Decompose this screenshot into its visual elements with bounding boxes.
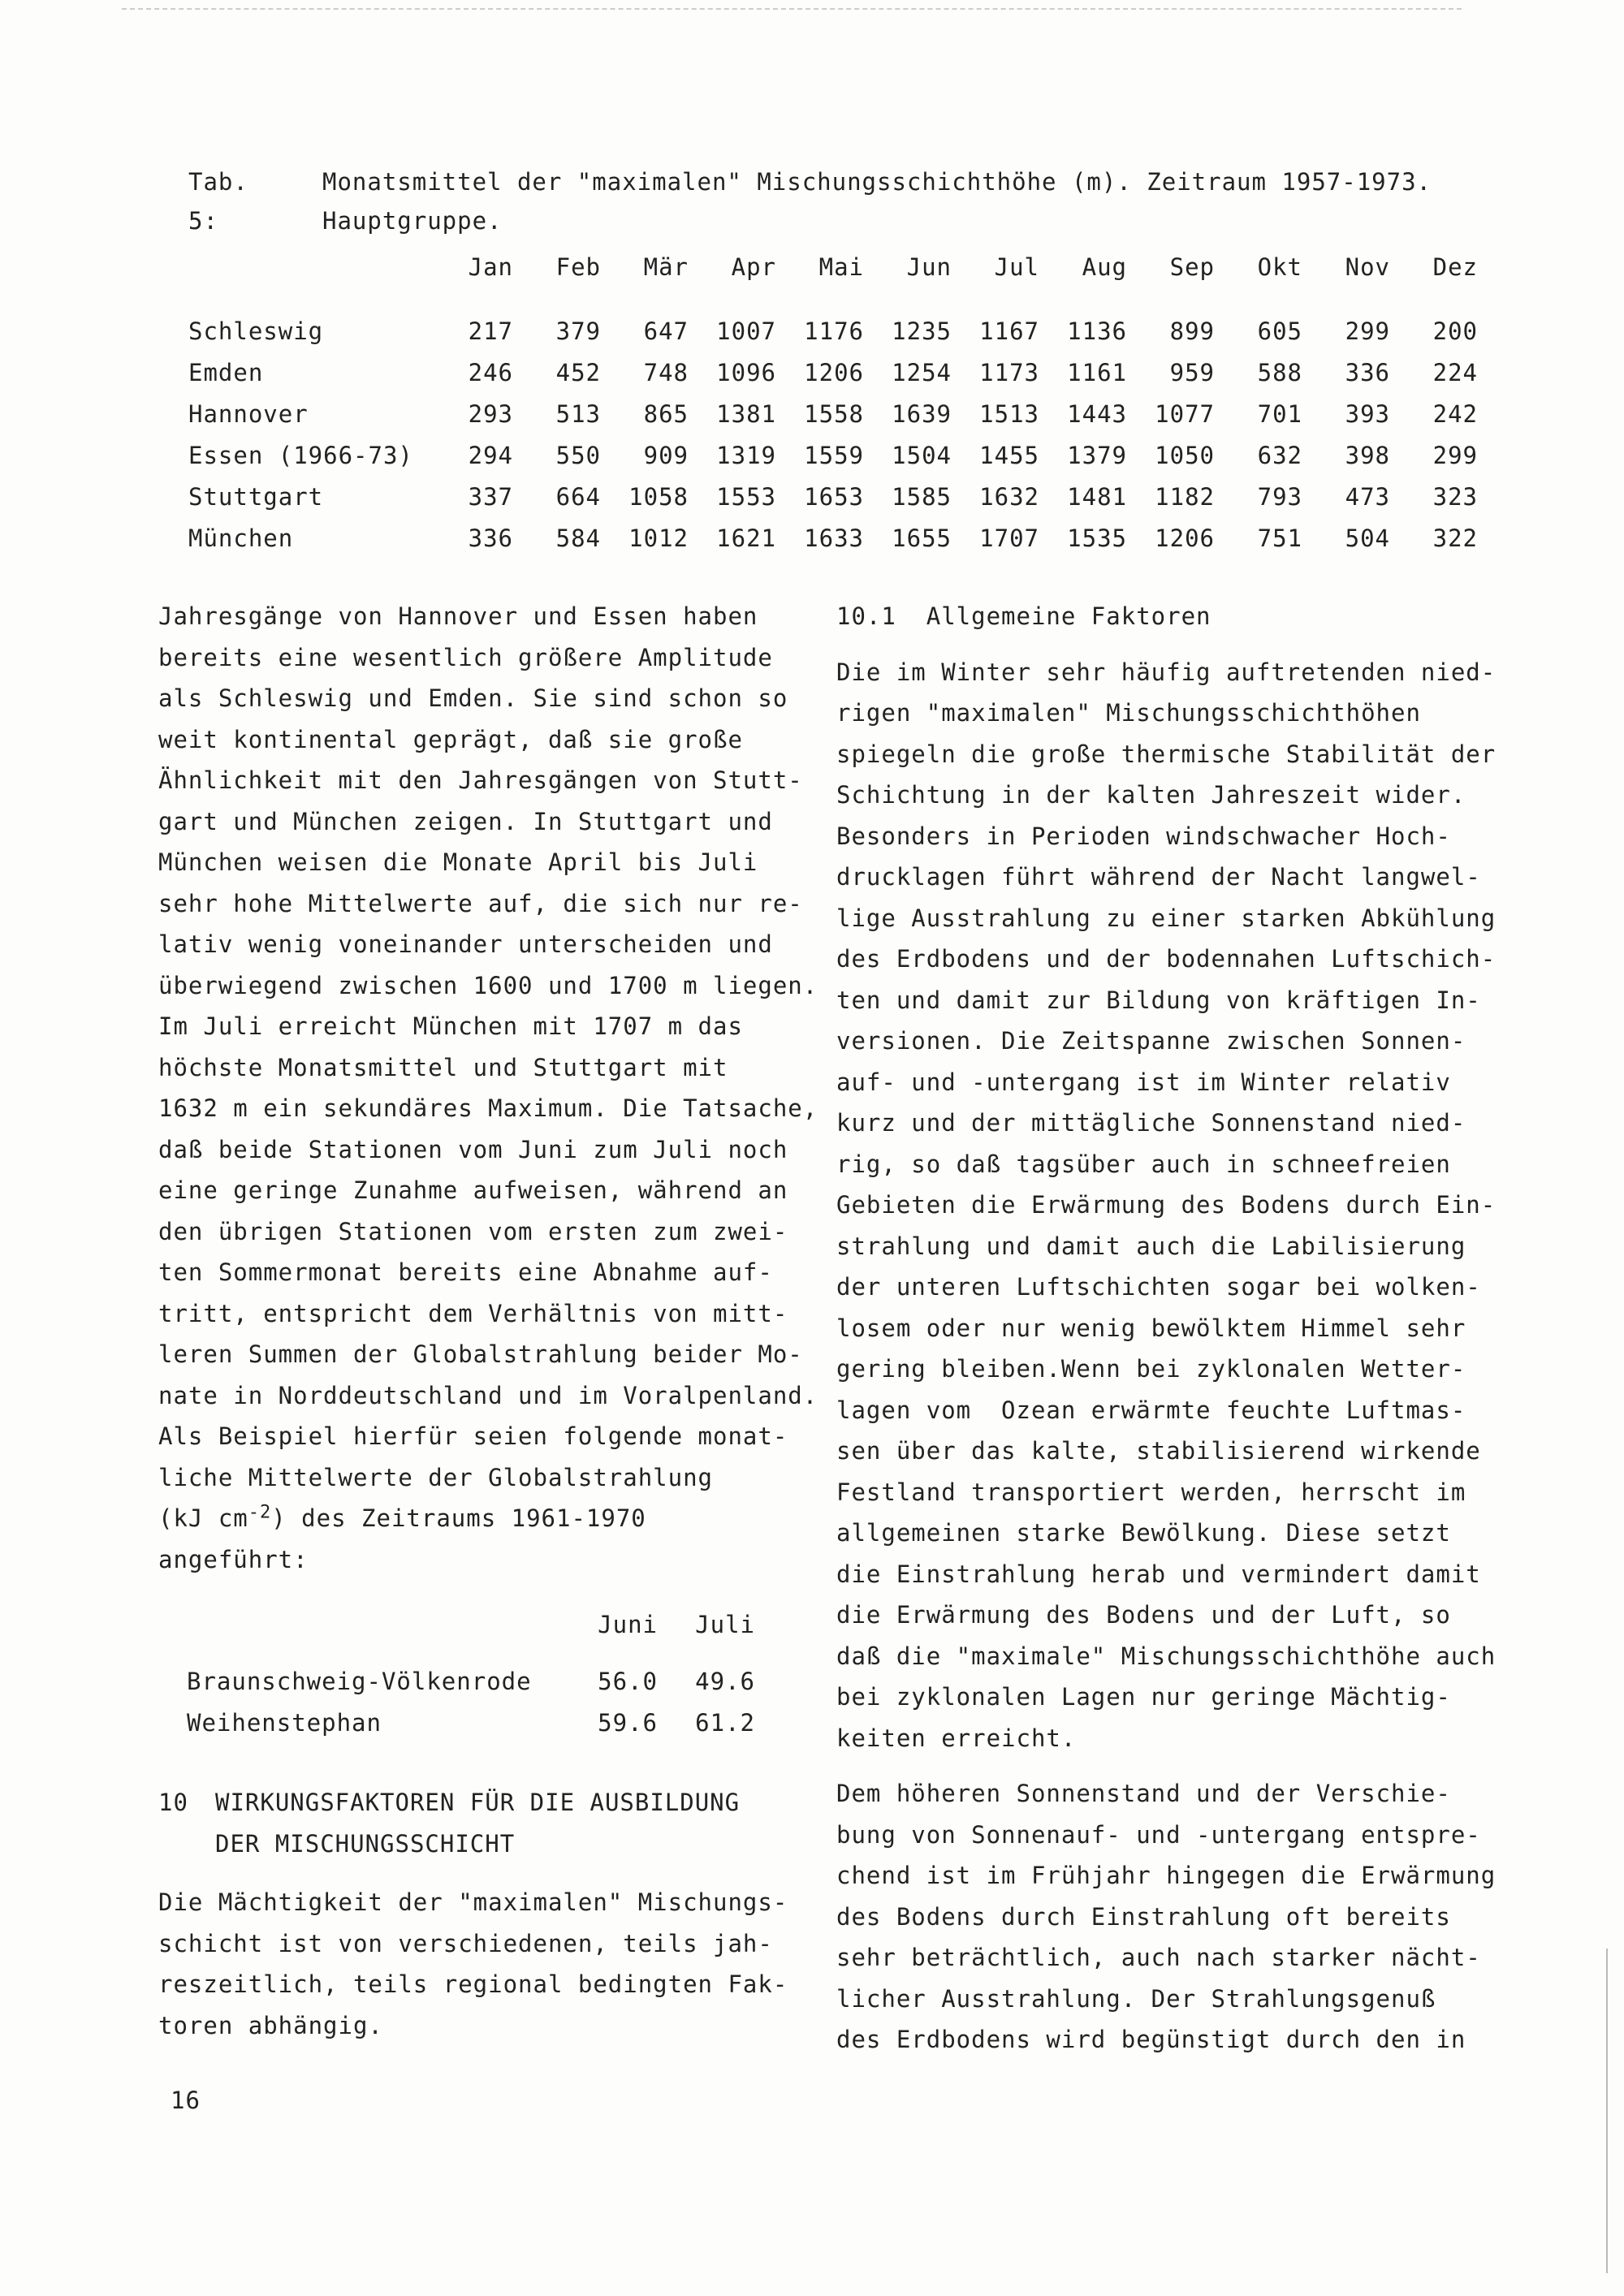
table-cell: 1077 — [1155, 399, 1215, 428]
station-name: Schleswig — [188, 317, 324, 345]
table-cell: 1235 — [892, 317, 952, 345]
text-line: des Bodens durch Einstrahlung oft bereits — [836, 1902, 1451, 1931]
table-cell: 322 — [1432, 524, 1478, 552]
body-paragraph — [836, 1773, 1502, 2061]
table-cell: 1653 — [804, 482, 864, 511]
table-cell: 1136 — [1067, 317, 1127, 345]
text-line: rig, so daß tagsüber auch in schneefreien — [836, 1150, 1451, 1178]
table-cell: 1707 — [979, 524, 1039, 552]
text-line: daß die "maximale" Mischungsschichthöhe auch — [836, 1642, 1497, 1670]
section-title-cont: DER MISCHUNGSSCHICHT — [215, 1829, 516, 1858]
text-line: allgemeinen starke Bewölkung. Diese setzt — [836, 1519, 1451, 1547]
month-header: Okt — [1257, 253, 1302, 281]
table-cell: 865 — [643, 399, 689, 428]
table-cell: 1173 — [979, 358, 1039, 386]
table-row — [187, 1661, 755, 1703]
text-line: Die Mächtigkeit der "maximalen" Mischungs- — [158, 1888, 788, 1916]
table-cell: 1206 — [1155, 524, 1215, 552]
table-cell: 56.0 — [598, 1668, 658, 1695]
month-header: Mär — [643, 253, 689, 281]
text-line: ten und damit zur Bildung von kräftigen In- — [836, 986, 1481, 1014]
table-cell: 647 — [643, 317, 689, 345]
table-cell: 379 — [555, 317, 601, 345]
table-cell: 1167 — [979, 317, 1039, 345]
text-line: strahlung und damit auch die Labilisierung — [836, 1232, 1466, 1260]
global-radiation-table — [187, 1604, 755, 1743]
table-cell: 1206 — [804, 358, 864, 386]
text-line: spiegeln die große thermische Stabilität der — [836, 740, 1497, 768]
text-line: Schichtung in der kalten Jahreszeit wider. — [836, 781, 1466, 809]
station-name: München — [188, 524, 294, 552]
table-cell: 584 — [555, 524, 601, 552]
text-line: Ähnlichkeit mit den Jahresgängen von Stutt- — [158, 766, 803, 794]
table-cell: 550 — [555, 441, 601, 469]
table-cell: 452 — [555, 358, 601, 386]
table-cell: 61.2 — [695, 1708, 755, 1737]
unit-line — [158, 1498, 808, 1580]
table-cell: 1585 — [892, 482, 952, 511]
station-name: Weihenstephan — [187, 1708, 382, 1737]
text-line: der unteren Luftschichten sogar bei wolken- — [836, 1273, 1481, 1301]
table-cell: 473 — [1345, 482, 1390, 511]
table-cell: 1096 — [716, 358, 776, 386]
text-line: die Erwärmung des Bodens und der Luft, so — [836, 1601, 1451, 1629]
caption-line: Monatsmittel der "maximalen" Mischungsschichthöhe (m). Zeitraum 1957-1973. — [322, 168, 1432, 196]
month-header: Mai — [818, 253, 864, 281]
text-line: die Einstrahlung herab und vermindert damit — [836, 1560, 1481, 1588]
text-line: Als Beispiel hierfür seien folgende monat- — [158, 1422, 788, 1450]
table-cell: 242 — [1432, 399, 1478, 428]
mixing-height-table — [188, 253, 1478, 559]
table-cell: 1012 — [628, 524, 689, 552]
text-line: tritt, entspricht dem Verhältnis von mitt- — [158, 1299, 788, 1327]
table-cell: 1553 — [716, 482, 776, 511]
text-line: reszeitlich, teils regional bedingten Fak- — [158, 1970, 788, 1998]
station-name: Braunschweig-Völkenrode — [187, 1668, 532, 1695]
table-cell: 701 — [1257, 399, 1302, 428]
table-cell: 1535 — [1067, 524, 1127, 552]
table-row — [188, 352, 1478, 393]
section-paragraph — [158, 1882, 808, 2046]
text-line: kurz und der mittägliche Sonnenstand nied- — [836, 1109, 1466, 1137]
table-cell: 1633 — [804, 524, 864, 552]
table-cell: 899 — [1169, 317, 1215, 345]
text-line: chend ist im Frühjahr hingegen die Erwärmung — [836, 1862, 1497, 1889]
month-header: Dez — [1432, 253, 1478, 281]
month-header: Apr — [731, 253, 776, 281]
month-header: Juni — [598, 1611, 658, 1638]
table-cell: 1481 — [1067, 482, 1127, 511]
table-row — [187, 1703, 755, 1744]
table-cell: 588 — [1257, 358, 1302, 386]
table-cell: 49.6 — [695, 1668, 755, 1695]
text-line: daß beide Stationen vom Juni zum Juli noch — [158, 1135, 788, 1163]
table-cell: 293 — [468, 399, 513, 428]
station-header — [187, 1604, 560, 1661]
table-cell: 1254 — [892, 358, 952, 386]
table-header-row — [188, 253, 1478, 310]
table-cell: 59.6 — [598, 1708, 658, 1737]
unit-post: ) des Zeitraums 1961-1970 angeführt: — [158, 1504, 646, 1573]
table-cell: 1381 — [716, 399, 776, 428]
table-header-row — [187, 1604, 755, 1661]
month-header: Juli — [695, 1611, 755, 1638]
text-line: gart und München zeigen. In Stuttgart und — [158, 807, 773, 835]
section-title: WIRKUNGSFAKTOREN FÜR DIE AUSBILDUNG — [215, 1789, 741, 1816]
station-name: Stuttgart — [188, 482, 324, 511]
text-line: bereits eine wesentlich größere Amplitude — [158, 643, 773, 671]
table-cell: 1639 — [892, 399, 952, 428]
scan-edge-right — [1606, 1949, 1608, 2273]
text-line: Festland transportiert werden, herrscht im — [836, 1478, 1466, 1506]
text-line: weit kontinental geprägt, daß sie große — [158, 725, 743, 753]
text-line: lige Ausstrahlung zu einer starken Abkühlung — [836, 904, 1497, 932]
text-line: rigen "maximalen" Mischungsschichthöhen — [836, 699, 1421, 727]
table-cell: 1504 — [892, 441, 952, 469]
table-cell: 1058 — [628, 482, 689, 511]
table-cell: 513 — [555, 399, 601, 428]
table-row — [188, 310, 1478, 352]
text-line: sehr beträchtlich, auch nach starker nächt- — [836, 1944, 1481, 1971]
table-cell: 200 — [1432, 317, 1478, 345]
unit-exponent: -2 — [248, 1502, 272, 1523]
section-heading — [158, 1782, 808, 1864]
table-cell: 1379 — [1067, 441, 1127, 469]
table-cell: 748 — [643, 358, 689, 386]
month-header: Nov — [1345, 253, 1390, 281]
page-number: 16 — [171, 2087, 201, 2114]
text-line: losem oder nur wenig bewölktem Himmel sehr — [836, 1314, 1466, 1342]
text-line: als Schleswig und Emden. Sie sind schon so — [158, 684, 788, 712]
table-cell: 336 — [468, 524, 513, 552]
table-cell: 337 — [468, 482, 513, 511]
section-number: 10 — [158, 1789, 188, 1816]
table-row — [188, 517, 1478, 559]
table-cell: 605 — [1257, 317, 1302, 345]
text-line: drucklagen führt während der Nacht langwel- — [836, 863, 1481, 891]
table-label: Tab. 5: — [188, 168, 248, 235]
text-line: höchste Monatsmittel und Stuttgart mit — [158, 1053, 728, 1081]
table-cell: 632 — [1257, 441, 1302, 469]
text-line: des Erdbodens und der bodennahen Luftschich- — [836, 945, 1497, 973]
text-line: sehr hohe Mittelwerte auf, die sich nur re- — [158, 889, 803, 917]
station-name: Hannover — [188, 399, 309, 428]
subsection-heading: 10.1 Allgemeine Faktoren — [836, 602, 1212, 630]
table-cell: 299 — [1432, 441, 1478, 469]
text-line: Im Juli erreicht München mit 1707 m das — [158, 1012, 743, 1040]
station-header — [188, 253, 425, 310]
text-line: Besonders in Perioden windschwacher Hoch- — [836, 822, 1451, 850]
table-cell: 959 — [1169, 358, 1215, 386]
text-line: bei zyklonalen Lagen nur geringe Mächtig- — [836, 1683, 1451, 1711]
table-cell: 336 — [1345, 358, 1390, 386]
text-line: Dem höheren Sonnenstand und der Verschie- — [836, 1780, 1451, 1807]
text-line: 1632 m ein sekundäres Maximum. Die Tatsache, — [158, 1094, 818, 1122]
table-cell: 664 — [555, 482, 601, 511]
text-line: Die im Winter sehr häufig auftretenden nied- — [836, 658, 1497, 686]
table-caption-text — [322, 162, 1622, 240]
body-paragraph — [158, 596, 818, 1498]
text-line: liche Mittelwerte der Globalstrahlung — [158, 1463, 714, 1491]
text-line: bung von Sonnenauf- und -untergang entspre- — [836, 1820, 1481, 1849]
text-line: Jahresgänge von Hannover und Essen haben — [158, 602, 758, 630]
table-cell: 1182 — [1155, 482, 1215, 511]
text-line: überwiegend zwischen 1600 und 1700 m liegen. — [158, 971, 818, 999]
table-row — [188, 393, 1478, 434]
text-line: München weisen die Monate April bis Juli — [158, 848, 758, 876]
table-cell: 294 — [468, 441, 513, 469]
table-cell: 793 — [1257, 482, 1302, 511]
text-line: lagen vom Ozean erwärmte feuchte Luftmas- — [836, 1396, 1466, 1424]
right-column — [836, 596, 1502, 2061]
table-cell: 217 — [468, 317, 513, 345]
text-line: den übrigen Stationen vom ersten zum zwei- — [158, 1217, 788, 1245]
table-cell: 1050 — [1155, 441, 1215, 469]
table-cell: 398 — [1345, 441, 1390, 469]
table-cell: 1455 — [979, 441, 1039, 469]
text-line: lativ wenig voneinander unterscheiden und — [158, 930, 773, 958]
text-line: licher Ausstrahlung. Der Strahlungsgenuß — [836, 1984, 1436, 2013]
text-line: keiten erreicht. — [836, 1724, 1077, 1752]
month-header: Jan — [468, 253, 513, 281]
table-cell: 299 — [1345, 317, 1390, 345]
text-line: sen über das kalte, stabilisierend wirkende — [836, 1437, 1481, 1465]
body-paragraph — [836, 652, 1502, 1759]
table-cell: 909 — [643, 441, 689, 469]
table-cell: 1621 — [716, 524, 776, 552]
text-line: leren Summen der Globalstrahlung beider Mo- — [158, 1340, 803, 1368]
text-line: auf- und -untergang ist im Winter relativ — [836, 1068, 1451, 1096]
table-cell: 504 — [1345, 524, 1390, 552]
table-cell: 1513 — [979, 399, 1039, 428]
table-cell: 1632 — [979, 482, 1039, 511]
text-line: ten Sommermonat bereits eine Abnahme auf- — [158, 1258, 773, 1286]
station-name: Essen (1966-73) — [188, 441, 413, 469]
table-cell: 1161 — [1067, 358, 1127, 386]
month-header: Feb — [555, 253, 601, 281]
text-line: Gebieten die Erwärmung des Bodens durch Ein- — [836, 1191, 1497, 1219]
table-cell: 246 — [468, 358, 513, 386]
table-cell: 1007 — [716, 317, 776, 345]
month-header: Sep — [1169, 253, 1215, 281]
table-cell: 393 — [1345, 399, 1390, 428]
table-cell: 1319 — [716, 441, 776, 469]
left-column — [158, 596, 818, 2046]
table-row — [188, 434, 1478, 476]
table-body — [187, 1661, 755, 1743]
table-cell: 224 — [1432, 358, 1478, 386]
table-cell: 1655 — [892, 524, 952, 552]
text-line: toren abhängig. — [158, 2011, 383, 2039]
scan-edge-top — [122, 8, 1462, 10]
text-line: gering bleiben.Wenn bei zyklonalen Wetter- — [836, 1355, 1466, 1383]
text-line: versionen. Die Zeitspanne zwischen Sonnen- — [836, 1027, 1466, 1055]
table-cell: 1559 — [804, 441, 864, 469]
caption-line: Hauptgruppe. — [322, 207, 503, 235]
unit-pre: (kJ cm — [158, 1504, 248, 1532]
table-cell: 751 — [1257, 524, 1302, 552]
month-header: Aug — [1082, 253, 1127, 281]
text-line: des Erdbodens wird begünstigt durch den in — [836, 2026, 1466, 2053]
text-line: nate in Norddeutschland und im Voralpenland. — [158, 1381, 818, 1409]
table-cell: 323 — [1432, 482, 1478, 511]
table-body — [188, 310, 1478, 559]
text-line: eine geringe Zunahme aufweisen, während an — [158, 1176, 788, 1204]
table-cell: 1558 — [804, 399, 864, 428]
table-cell: 1443 — [1067, 399, 1127, 428]
month-header: Jul — [994, 253, 1039, 281]
station-name: Emden — [188, 358, 264, 386]
table-row — [188, 476, 1478, 517]
text-line: schicht ist von verschiedenen, teils jah- — [158, 1929, 773, 1957]
table-cell: 1176 — [804, 317, 864, 345]
month-header: Jun — [906, 253, 952, 281]
